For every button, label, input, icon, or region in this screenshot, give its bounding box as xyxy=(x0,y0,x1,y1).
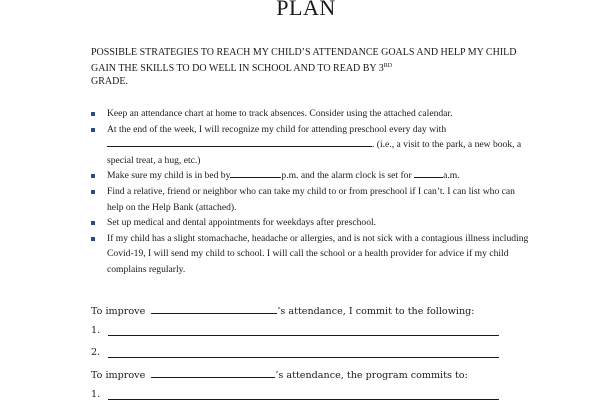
list-item xyxy=(91,184,531,215)
strategy-text: . (i.e., a visit to the park, a new book, a special treat, a hug, etc.) xyxy=(107,139,522,166)
child-name-blank-line[interactable] xyxy=(151,368,275,378)
child-name-blank-line[interactable] xyxy=(151,304,277,314)
intro-text: POSSIBLE STRATEGIES TO REACH MY CHILD’S ATTENDANCE GOALS AND HELP MY CHILD GAIN THE SKILLS TO DO WELL IN SCHOOL AND TO READ BY 3 xyxy=(91,47,517,74)
bullet-square-icon xyxy=(91,237,95,241)
commit-suffix: ’s attendance, the program commits to: xyxy=(275,370,468,381)
list-item xyxy=(91,168,531,184)
bullet-square-icon xyxy=(91,174,95,178)
commit-suffix: ’s attendance, I commit to the following: xyxy=(277,306,475,317)
program-commitment-line-1[interactable] xyxy=(91,389,100,400)
parent-commit-line xyxy=(91,304,475,317)
strategy-text: Find a relative, friend or neighbor who can take my child to or from preschool if I can’t. I can list who can help on the Help Bank (attached). xyxy=(107,185,515,213)
bullet-square-icon xyxy=(91,221,95,225)
reward-blank-line[interactable] xyxy=(107,137,372,147)
parent-commitment-line-1[interactable] xyxy=(91,325,100,336)
program-commit-line xyxy=(91,368,468,381)
strategy-text: If my child has a slight stomachache, headache or allergies, and is not sick with a contagious illness including Covid-19, I will send my child to school. I will call the school or a health provider for advice if my child complains regularly. xyxy=(107,232,529,275)
parent-commitment-line-2[interactable] xyxy=(91,347,100,358)
strategy-text: Keep an attendance chart at home to track absences. Consider using the attached calendar. xyxy=(107,108,453,119)
strategy-text: Set up medical and dental appointments for weekdays after preschool. xyxy=(107,217,377,229)
intro-text-end: GRADE. xyxy=(91,76,128,87)
strategy-text: At the end of the week, I will recognize my child for attending preschool every day with xyxy=(107,123,447,135)
alarm-time-blank-line[interactable] xyxy=(414,168,443,178)
bedtime-blank-line[interactable] xyxy=(230,168,281,178)
line-number: 1. xyxy=(91,389,101,400)
strategy-text: a.m. xyxy=(443,170,460,182)
bullet-square-icon xyxy=(91,112,95,116)
intro-superscript: RD xyxy=(383,62,393,69)
page-title: PLAN xyxy=(276,0,336,20)
line-number: 1. xyxy=(91,325,101,336)
write-in-line[interactable] xyxy=(108,335,499,336)
commit-prefix: To improve xyxy=(91,370,146,381)
commit-prefix: To improve xyxy=(91,306,146,317)
strategy-text: Make sure my child is in bed by xyxy=(107,170,231,182)
list-item xyxy=(91,106,531,122)
line-number: 2. xyxy=(91,347,101,358)
write-in-line[interactable] xyxy=(108,357,499,358)
bullet-square-icon xyxy=(91,190,95,194)
list-item xyxy=(91,215,531,231)
bullet-square-icon xyxy=(91,128,95,132)
intro-heading xyxy=(91,46,531,89)
strategy-text: p.m. and the alarm clock is set for xyxy=(281,170,412,182)
strategy-list xyxy=(91,106,531,278)
list-item xyxy=(91,231,531,278)
list-item xyxy=(91,122,531,169)
